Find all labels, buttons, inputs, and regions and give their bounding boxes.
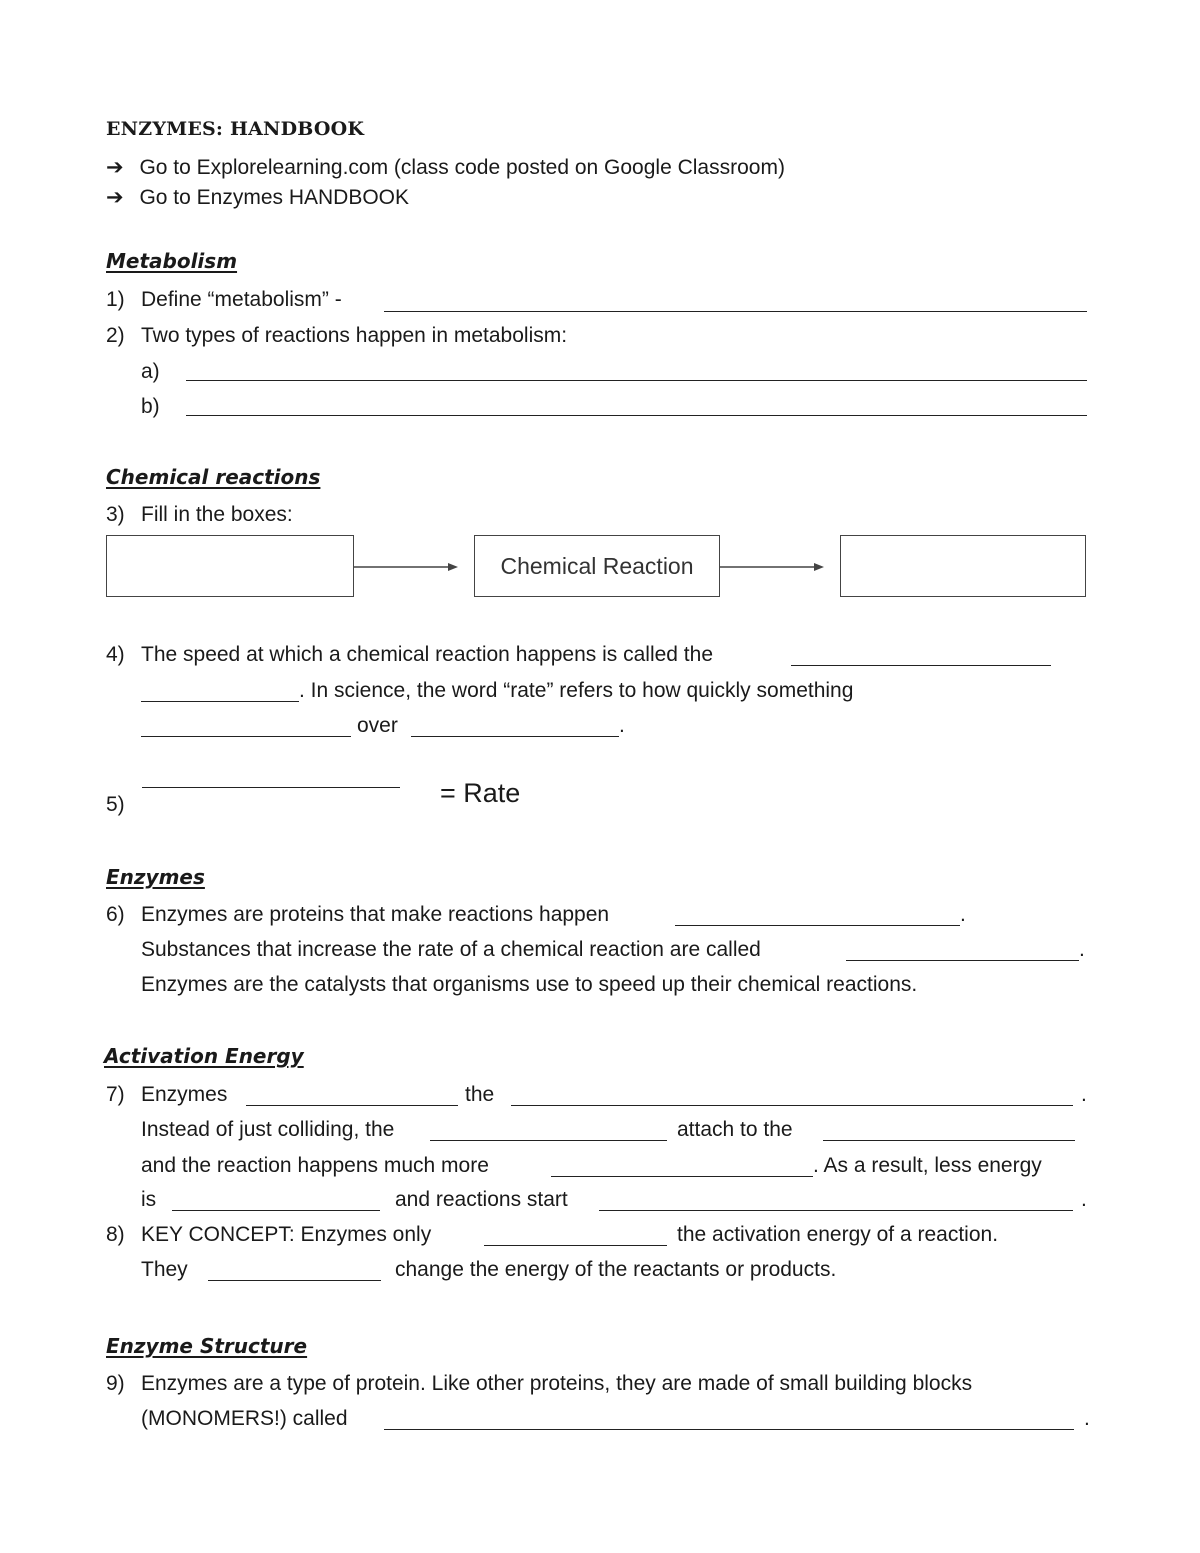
q9-end: . xyxy=(1084,1407,1090,1430)
q7-end-1: . xyxy=(1081,1083,1087,1106)
section-heading-metabolism: Metabolism xyxy=(106,249,238,273)
q6-line1: Enzymes are proteins that make reactions happen xyxy=(141,903,610,926)
section-heading-enzymes: Enzymes xyxy=(106,865,205,889)
arrow-icon: ➔ xyxy=(106,156,124,179)
q7-start: and reactions start xyxy=(395,1188,568,1211)
q6-answer-blank-2[interactable] xyxy=(846,960,1079,961)
instruction-1-text: Go to Explorelearning.com (class code posted on Google Classroom) xyxy=(139,156,785,179)
page-title: ENZYMES: HANDBOOK xyxy=(106,118,365,140)
q4-period: . xyxy=(619,714,625,737)
q7-attach: attach to the xyxy=(677,1118,793,1141)
q7-answer-blank-7[interactable] xyxy=(599,1210,1073,1211)
arrow-icon xyxy=(354,560,459,574)
q8-key-concept: KEY CONCEPT: Enzymes only xyxy=(141,1223,432,1246)
q9-line2: (MONOMERS!) called xyxy=(141,1407,348,1430)
section-heading-activation-energy: Activation Energy xyxy=(104,1044,304,1068)
q7-result: . As a result, less energy xyxy=(813,1154,1042,1177)
q7-instead: Instead of just colliding, the xyxy=(141,1118,395,1141)
q3-number: 3) xyxy=(106,503,125,526)
q5-answer-blank[interactable] xyxy=(142,787,400,788)
products-answer-box[interactable] xyxy=(840,535,1086,597)
reactants-answer-box[interactable] xyxy=(106,535,354,597)
instruction-2 xyxy=(106,186,409,210)
q7-number: 7) xyxy=(106,1083,125,1106)
q8-number: 8) xyxy=(106,1223,125,1246)
q2a-label: a) xyxy=(141,360,160,383)
q7-is: is xyxy=(141,1188,157,1211)
q7-enzymes: Enzymes xyxy=(141,1083,228,1106)
q6-line1-end: . xyxy=(960,903,966,926)
q6-answer-blank-1[interactable] xyxy=(675,925,960,926)
q2b-answer-blank[interactable] xyxy=(186,415,1087,416)
q7-answer-blank-3[interactable] xyxy=(430,1140,667,1141)
instruction-2-text: Go to Enzymes HANDBOOK xyxy=(139,186,410,209)
q6-line2: Substances that increase the rate of a chemical reaction are called xyxy=(141,938,761,961)
arrow-icon: ➔ xyxy=(106,186,124,209)
q4-line2: . In science, the word “rate” refers to how quickly something xyxy=(299,679,854,702)
q7-answer-blank-6[interactable] xyxy=(172,1210,380,1211)
q8-they: They xyxy=(141,1258,188,1281)
q4-line1: The speed at which a chemical reaction happens is called the xyxy=(141,643,714,666)
q8-answer-blank-1[interactable] xyxy=(484,1245,667,1246)
section-heading-enzyme-structure: Enzyme Structure xyxy=(106,1334,308,1358)
q9-answer-blank[interactable] xyxy=(384,1429,1074,1430)
q7-end-2: . xyxy=(1081,1188,1087,1211)
rate-label: = Rate xyxy=(440,778,521,808)
q5-number: 5) xyxy=(106,793,125,816)
q7-answer-blank-4[interactable] xyxy=(823,1140,1075,1141)
q4-answer-blank-4[interactable] xyxy=(411,736,619,737)
arrow-icon xyxy=(720,560,825,574)
q1-number: 1) xyxy=(106,288,125,311)
q7-the: the xyxy=(465,1083,495,1106)
q2-text: Two types of reactions happen in metabolism: xyxy=(141,324,568,347)
chemical-reaction-box: Chemical Reaction xyxy=(474,535,720,597)
q6-number: 6) xyxy=(106,903,125,926)
q1-text: Define “metabolism” - xyxy=(141,288,342,311)
instruction-1 xyxy=(106,156,785,180)
q3-text: Fill in the boxes: xyxy=(141,503,293,526)
q4-over: over xyxy=(357,714,398,737)
q8-after: the activation energy of a reaction. xyxy=(677,1223,999,1246)
q6-line3: Enzymes are the catalysts that organisms use to speed up their chemical reactions. xyxy=(141,973,918,996)
q2-number: 2) xyxy=(106,324,125,347)
q1-answer-blank[interactable] xyxy=(384,311,1087,312)
q4-number: 4) xyxy=(106,643,125,666)
q4-answer-blank-2[interactable] xyxy=(141,701,299,702)
q2b-label: b) xyxy=(141,395,160,418)
q9-number: 9) xyxy=(106,1372,125,1395)
q6-line2-end: . xyxy=(1079,938,1085,961)
q8-change: change the energy of the reactants or products. xyxy=(395,1258,837,1281)
q8-answer-blank-2[interactable] xyxy=(208,1280,381,1281)
q9-line1: Enzymes are a type of protein. Like other proteins, they are made of small building blocks xyxy=(141,1372,973,1395)
q7-and: and the reaction happens much more xyxy=(141,1154,489,1177)
q2a-answer-blank[interactable] xyxy=(186,380,1087,381)
section-heading-chemical-reactions: Chemical reactions xyxy=(106,465,321,489)
q7-answer-blank-2[interactable] xyxy=(511,1105,1073,1106)
q4-answer-blank-1[interactable] xyxy=(791,665,1051,666)
q7-answer-blank-1[interactable] xyxy=(246,1105,458,1106)
q4-answer-blank-3[interactable] xyxy=(141,736,351,737)
q7-answer-blank-5[interactable] xyxy=(551,1176,813,1177)
